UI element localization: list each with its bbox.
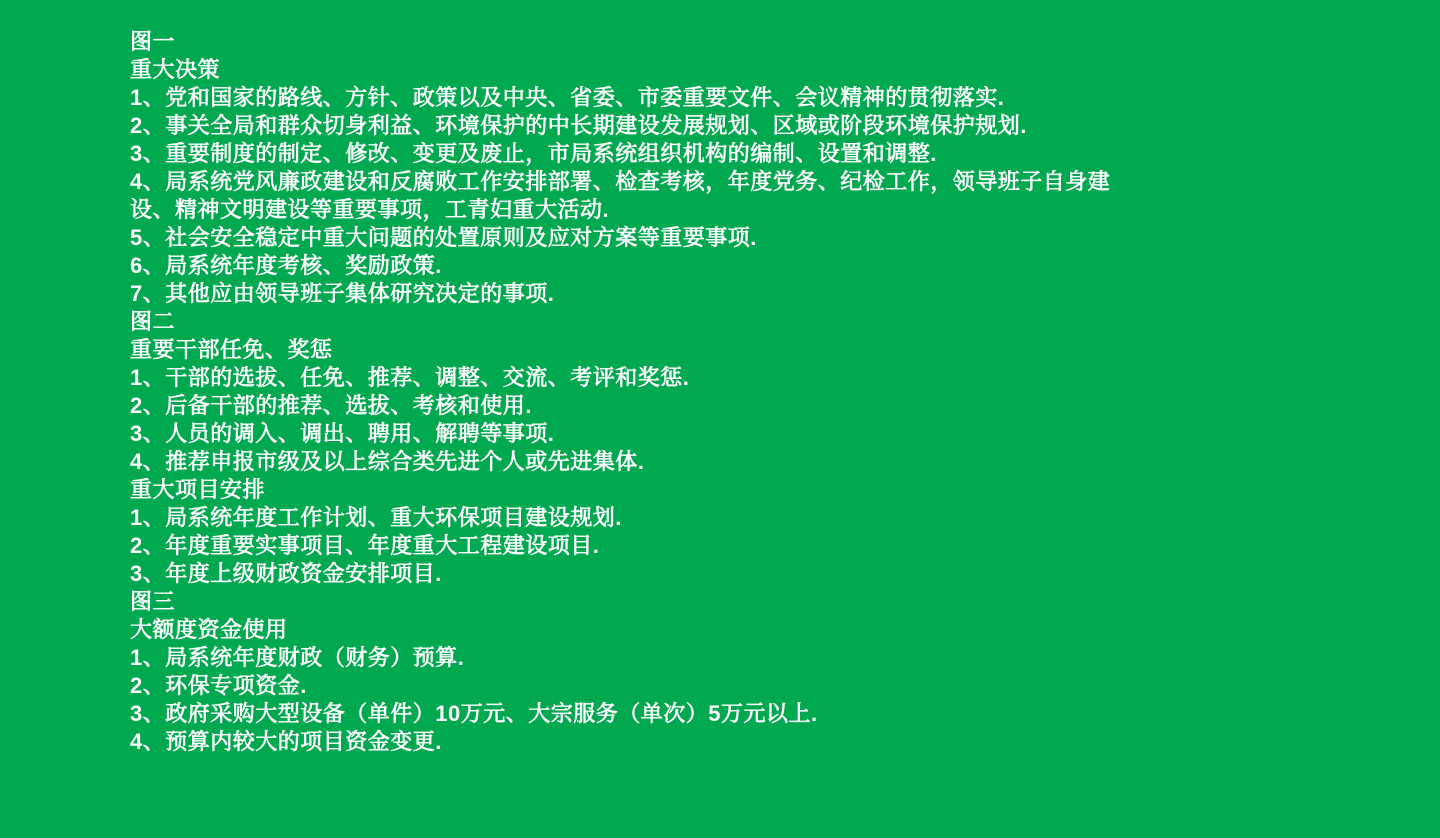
figure-label-3: 图三 [130, 589, 176, 614]
major-projects-item-2: 2、年度重要实事项目、年度重大工程建设项目. [130, 533, 600, 558]
figure-label-1: 图一 [130, 29, 176, 54]
large-funds-item-1: 1、局系统年度财政（财务）预算. [130, 645, 465, 670]
major-decisions-item-1: 1、党和国家的路线、方针、政策以及中央、省委、市委重要文件、会议精神的贯彻落实. [130, 85, 1005, 110]
section-title-major-projects: 重大项目安排 [130, 477, 266, 502]
figure-label-2: 图二 [130, 309, 176, 334]
section-title-cadre-appointments: 重要干部任免、奖惩 [130, 337, 333, 362]
large-funds-item-4: 4、预算内较大的项目资金变更. [130, 729, 442, 754]
major-decisions-item-6: 6、局系统年度考核、奖励政策. [130, 253, 442, 278]
section-title-large-funds-usage: 大额度资金使用 [130, 617, 288, 642]
major-projects-item-1: 1、局系统年度工作计划、重大环保项目建设规划. [130, 505, 622, 530]
major-decisions-item-5: 5、社会安全稳定中重大问题的处置原则及应对方案等重要事项. [130, 225, 757, 250]
major-decisions-item-3: 3、重要制度的制定、修改、变更及废止，市局系统组织机构的编制、设置和调整. [130, 141, 937, 166]
cadre-appointments-item-4: 4、推荐申报市级及以上综合类先进个人或先进集体. [130, 449, 645, 474]
cadre-appointments-item-1: 1、干部的选拔、任免、推荐、调整、交流、考评和奖惩. [130, 365, 690, 390]
major-decisions-item-2: 2、事关全局和群众切身利益、环境保护的中长期建设发展规划、区域或阶段环境保护规划. [130, 113, 1027, 138]
cadre-appointments-item-2: 2、后备干部的推荐、选拔、考核和使用. [130, 393, 532, 418]
large-funds-item-3: 3、政府采购大型设备（单件）10万元、大宗服务（单次）5万元以上. [130, 701, 818, 726]
text-block [130, 28, 1360, 756]
section-title-major-decisions: 重大决策 [130, 57, 221, 82]
cadre-appointments-item-3: 3、人员的调入、调出、聘用、解聘等事项. [130, 421, 555, 446]
major-decisions-item-4: 4、局系统党风廉政建设和反腐败工作安排部署、检查考核，年度党务、纪检工作，领导班子自身建 [130, 169, 1111, 194]
major-decisions-item-4-continued: 设、精神文明建设等重要事项，工青妇重大活动. [130, 197, 610, 222]
major-projects-item-3: 3、年度上级财政资金安排项目. [130, 561, 442, 586]
large-funds-item-2: 2、环保专项资金. [130, 673, 307, 698]
major-decisions-item-7: 7、其他应由领导班子集体研究决定的事项. [130, 281, 555, 306]
